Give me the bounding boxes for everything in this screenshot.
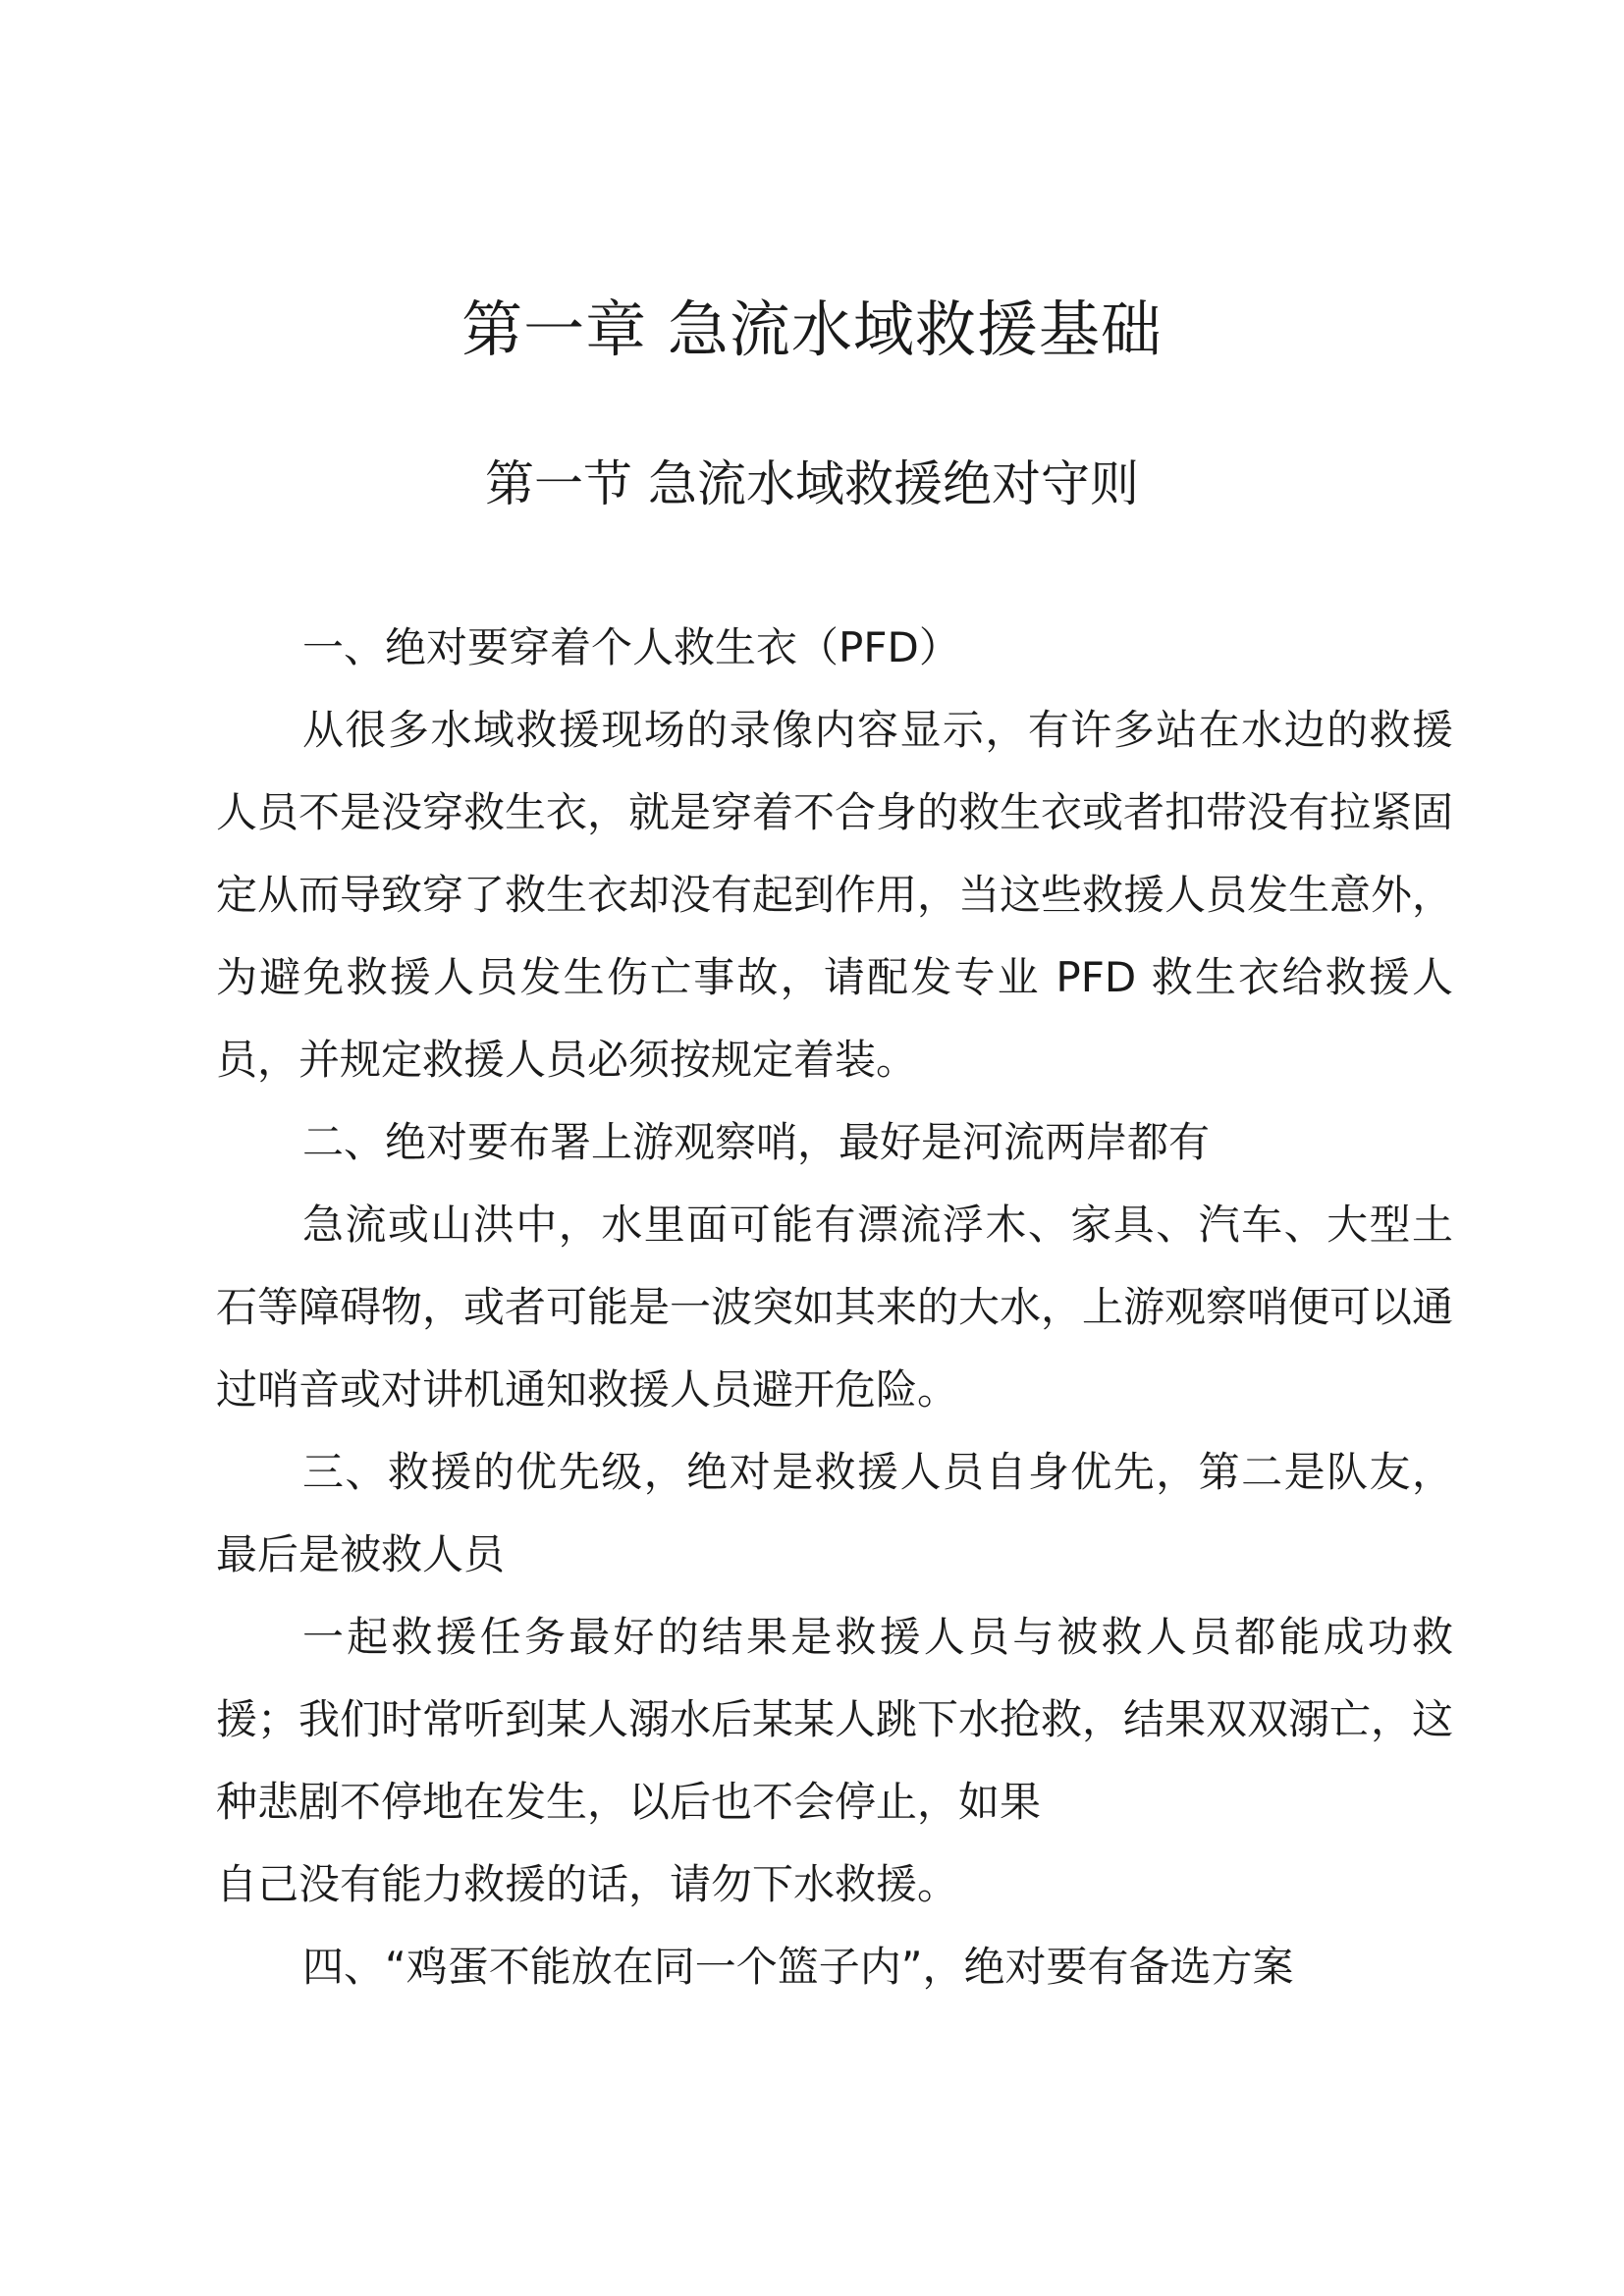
rule-heading-4: 四、“鸡蛋不能放在同一个篮子内”，绝对要有备选方案	[302, 1943, 1294, 1991]
rule-heading-2: 二、绝对要布署上游观察哨，最好是河流两岸都有	[302, 1118, 1211, 1166]
rule-paragraph-2: 急流或山洪中，水里面可能有漂流浮木、家具、汽车、大型土石等障碍物，或者可能是一波突如其来的大水，上游观察哨便可以通过哨音或对讲机通知救援人员避开危险。	[216, 1201, 1454, 1414]
rule-heading-3: 三、救援的优先级，绝对是救援人员自身优先，第二是队友，最后是被救人员	[216, 1448, 1453, 1578]
rule-paragraph-1: 从很多水域救援现场的录像内容显示，有许多站在水边的救援人员不是没穿救生衣，就是穿着不合身的救生衣或者扣带没有拉紧固定从而导致穿了救生衣却没有起到作用，当这些救援人员发生意外，为避免救援人员发生伤亡事故，请配发专业 PFD 救生衣给救援人员，并规定救援人员必须按规定着装。	[216, 706, 1454, 1084]
rule-paragraph-3: 一起救援任务最好的结果是救援人员与被救人员都能成功救援；我们时常听到某人溺水后某某人跳下水抢救，结果双双溺亡，这种悲剧不停地在发生，以后也不会停止，如果	[216, 1613, 1454, 1826]
rule-paragraph-3-continuation: 自己没有能力救援的话，请勿下水救援。	[216, 1860, 959, 1908]
document-body	[216, 607, 1453, 2008]
rule-heading-1: 一、绝对要穿着个人救生衣（PFD）	[302, 623, 960, 671]
section-title: 第一节 急流水域救援绝对守则	[485, 455, 1139, 512]
chapter-title: 第一章 急流水域救援基础	[461, 294, 1163, 365]
